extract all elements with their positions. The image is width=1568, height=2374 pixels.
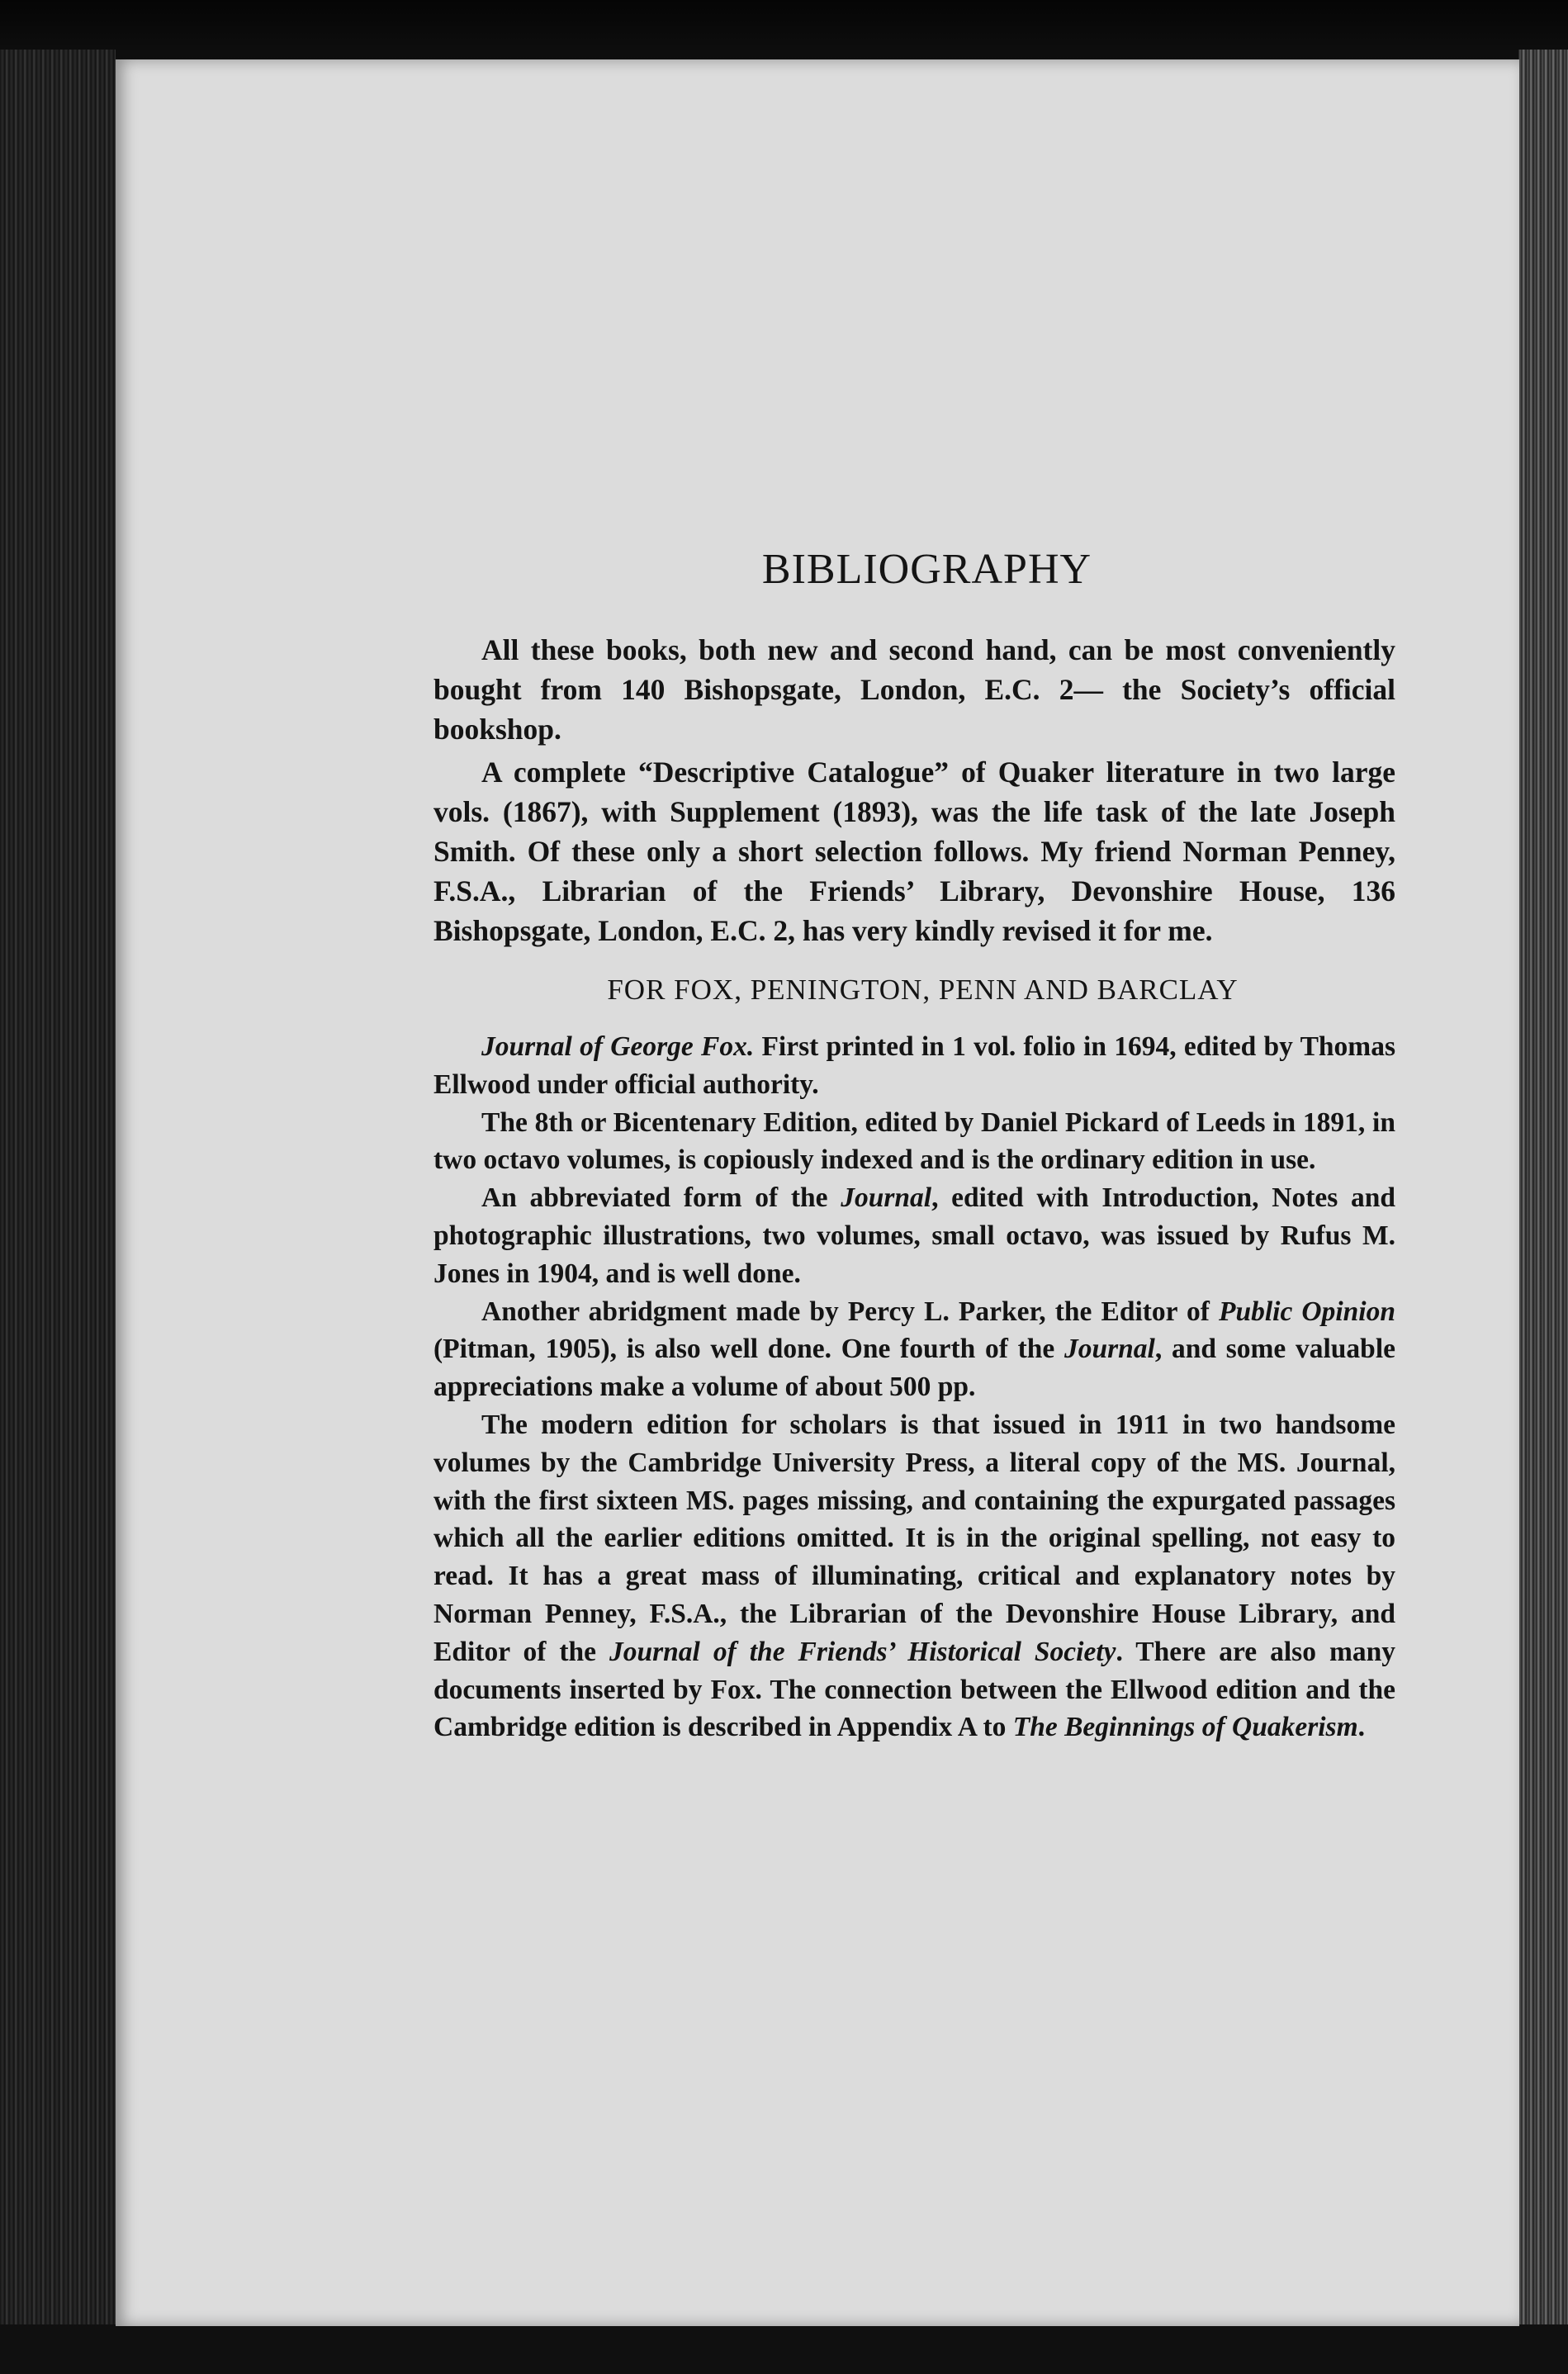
book-spine-edge: [0, 50, 116, 2374]
page-text-block: [433, 522, 1395, 1746]
intro-paragraph-2: A complete “Descriptive Catalogue” of Quaker literature in two large vols. (1867), with Supplement (1893), was the life task of the late Joseph Smith. Of these only a short selection follows. My friend Norman Penney, F.S.A., Librarian of the Friends’ Library, Devonshire House, 136 Bishopsgate, London, E.C. 2, has very kindly revised it for me.: [433, 756, 1395, 947]
intro-paragraph-1: All these books, both new and second hand, can be most conveniently bought from 140 Bishopsgate, London, E.C. 2— the Society’s official bookshop.: [433, 633, 1395, 746]
section-body: [433, 1028, 1395, 1746]
entry-text: , and some valuable appreciations make a volume of about 500 pp.: [433, 1334, 1395, 1403]
work-title: Journal: [841, 1182, 932, 1214]
work-title: Public Opinion: [1219, 1296, 1395, 1327]
work-title: The Beginnings of Quakerism: [1012, 1712, 1358, 1743]
entry-text: (Pitman, 1905), is also well done. One fourth of the: [433, 1334, 1064, 1365]
entry-journal-first-edition: [433, 1028, 1395, 1104]
entry-text: First printed in 1 vol. folio in 1694, edited by Thomas Ellwood under official authority.: [433, 1031, 1395, 1100]
entry-parker-abridgment: [433, 1293, 1395, 1406]
entry-text: Another abridgment made by Percy L. Parker, the Editor of: [481, 1296, 1220, 1327]
page-title: BIBLIOGRAPHY: [761, 546, 1092, 593]
section-heading: FOR FOX, PENINGTON, PENN AND BARCLAY: [607, 974, 1239, 1006]
work-title: Journal of the Friends’ Historical Society: [609, 1636, 1116, 1667]
entry-text: .: [1357, 1712, 1366, 1743]
scan-top-shadow: [0, 0, 1568, 66]
page-stack-edge: [1518, 50, 1568, 2374]
entry-text: . There are also many documents inserted by Fox. The connection between the Ellwood edition and the Cambridge edition is described in Appendix A to: [433, 1636, 1395, 1743]
entry-cambridge-edition: [433, 1406, 1395, 1746]
work-title: Journal of George Fox.: [481, 1031, 755, 1062]
entry-text: , edited with Introduction, Notes and photographic illustrations, two volumes, small octavo, was issued by Rufus M. Jones in 1904, and is well done.: [433, 1182, 1395, 1289]
work-title: Journal: [1064, 1334, 1155, 1365]
entry-text: The modern edition for scholars is that issued in 1911 in two handsome volumes by the Cambridge University Press, a literal copy of the MS. Journal, with the first sixteen MS. pages missing, and containing the expurgated passages which all the earlier editions omitted. It is in the original spelling, not easy to read. It has a great mass of illuminating, critical and explanatory notes by Norman Penney, F.S.A., the Librarian of the Devonshire House Library, and Editor of the: [433, 1409, 1395, 1667]
book-page: [116, 59, 1519, 2326]
entry-text: An abbreviated form of the: [481, 1182, 841, 1214]
scan-bottom-shadow: [0, 2324, 1568, 2374]
entry-bicentenary-edition: The 8th or Bicentenary Edition, edited by Daniel Pickard of Leeds in 1891, in two octavo volumes, is copiously indexed and is the ordinary edition in use.: [433, 1106, 1395, 1176]
entry-abbreviated-form: [433, 1179, 1395, 1292]
